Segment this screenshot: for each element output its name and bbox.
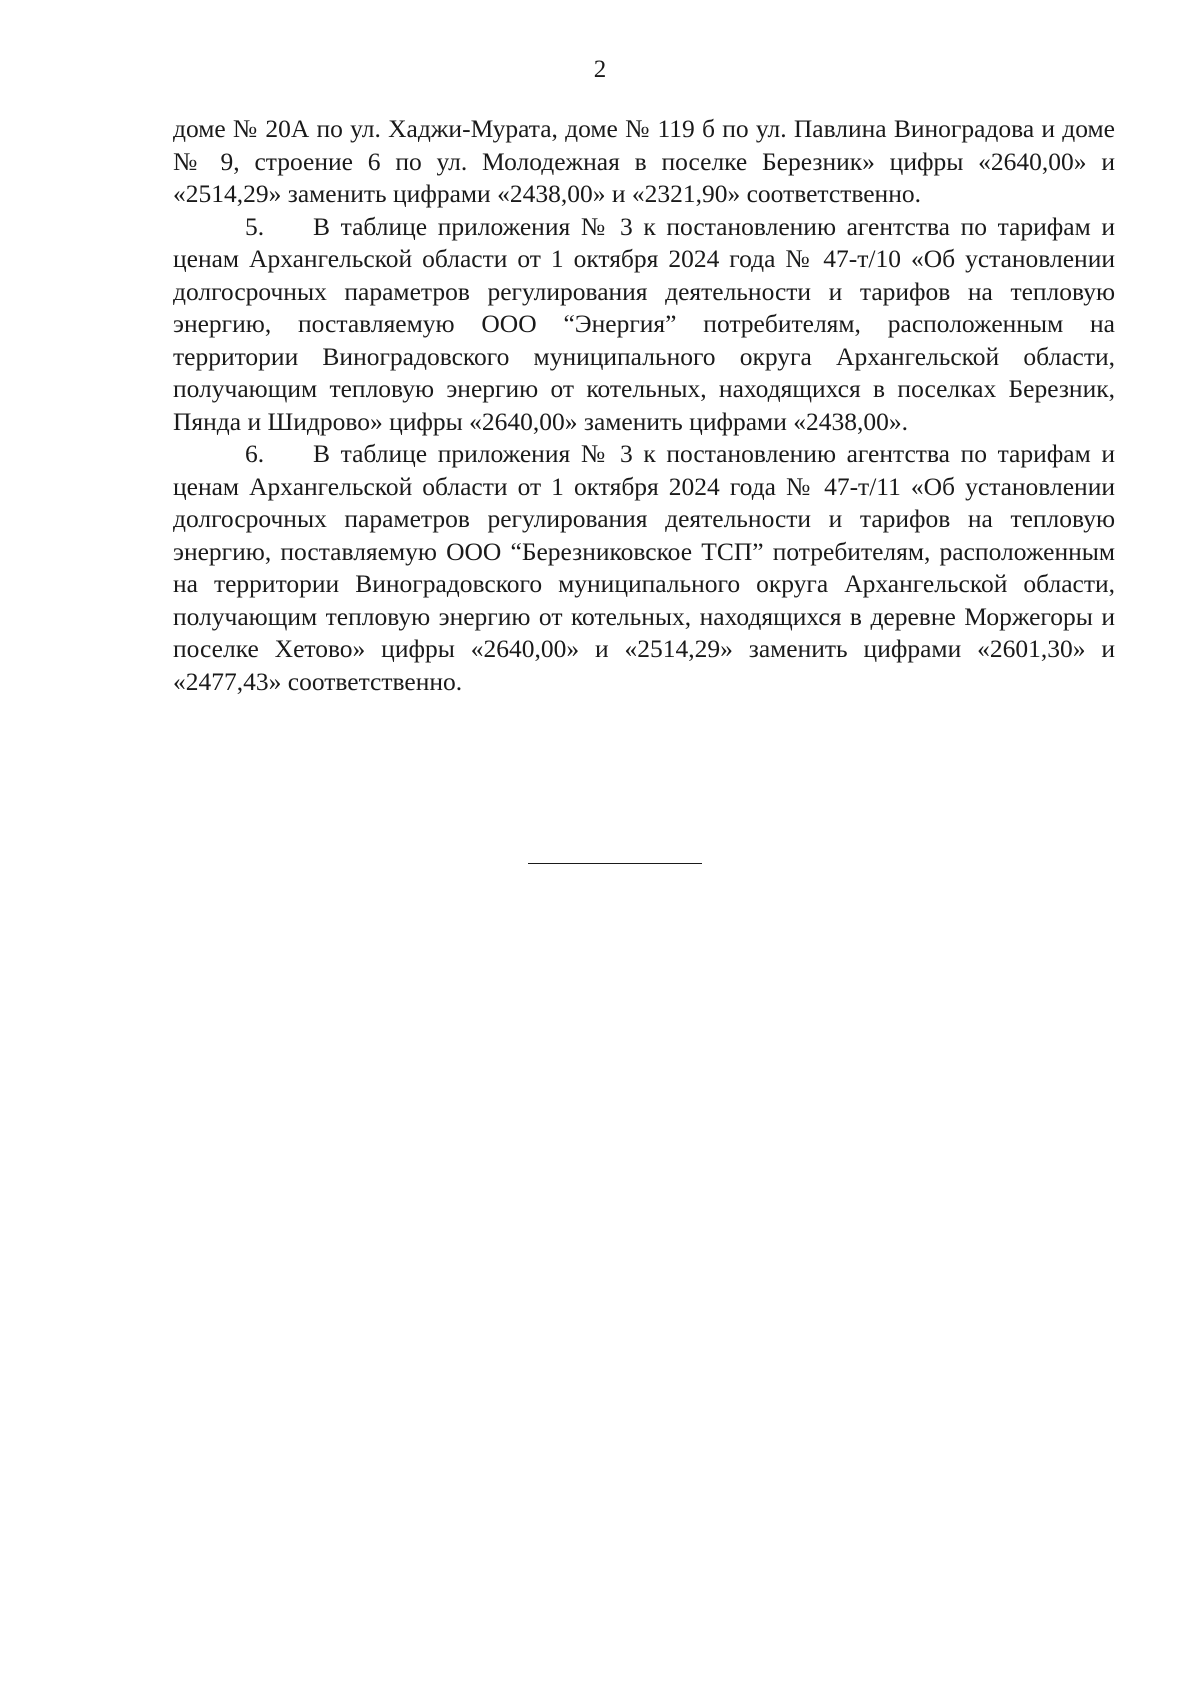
page-number: 2 — [593, 56, 607, 83]
paragraph-item-5 — [173, 211, 1115, 439]
paragraph-continuation — [173, 113, 1115, 211]
paragraph-text: В таблице приложения № 3 к постановлению агентства по тарифам и ценам Архангельской области от 1 октября 2024 года № 47-т/10 «Об установлении долгосрочных параметров регулирования деятельности и тарифов на тепловую энергию, поставляемую ООО “Энергия” потребителям, расположенным на территории Виноградовского муниципального округа Архангельской области, получающим тепловую энергию от котельных, находящихся в поселках Березник, Пянда и Шидрово» цифры «2640,00» заменить цифрами «2438,00». — [173, 211, 1115, 436]
paragraph-number: 5. — [245, 211, 265, 241]
paragraph-text: В таблице приложения № 3 к постановлению агентства по тарифам и ценам Архангельской области от 1 октября 2024 года № 47-т/11 «Об установлении долгосрочных параметров регулирования деятельности и тарифов на тепловую энергию, поставляемую ООО “Березниковское ТСП” потребителям, расположенным на территории Виноградовского муниципального округа Архангельской области, получающим тепловую энергию от котельных, находящихся в деревне Моржегоры и поселке Хетово» цифры «2640,00» и «2514,29» заменить цифрами «2601,30» и «2477,43» соответственно. — [173, 439, 1115, 696]
paragraph-item-6 — [173, 438, 1115, 698]
paragraph-text: доме № 20А по ул. Хаджи-Мурата, доме № 119 б по ул. Павлина Виноградова и доме № 9, строение 6 по ул. Молодежная в поселке Березник» цифры «2640,00» и «2514,29» заменить цифрами «2438,00» и «2321,90» соответственно. — [173, 114, 1115, 208]
document-body — [173, 113, 1115, 698]
paragraph-number: 6. — [245, 439, 265, 468]
end-of-document-rule — [528, 863, 702, 864]
